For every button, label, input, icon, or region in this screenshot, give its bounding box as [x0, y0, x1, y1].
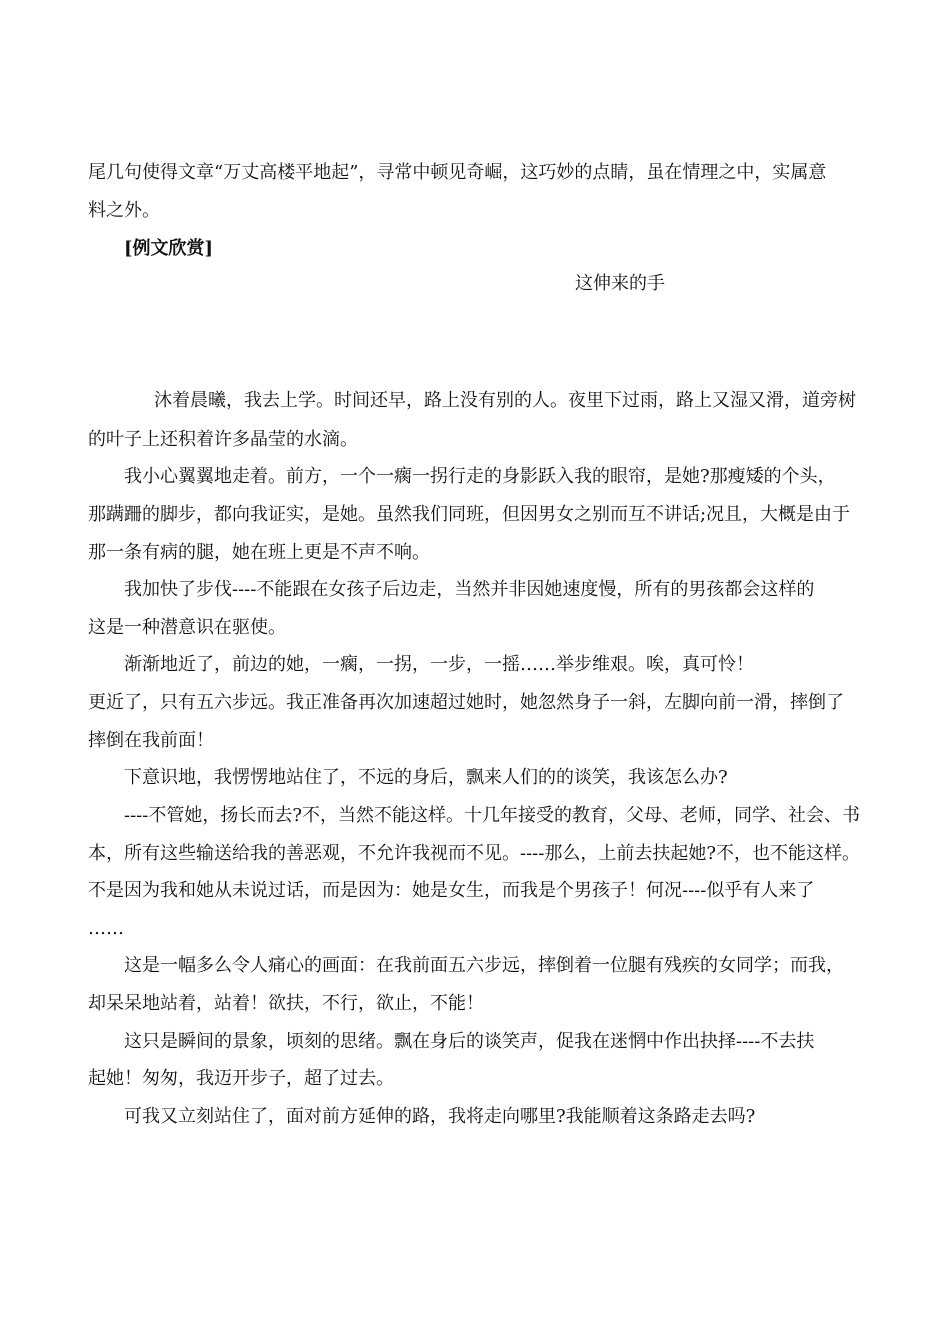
- essay-line: 却呆呆地站着，站着！欲扶，不行，欲止，不能！: [88, 993, 484, 1014]
- intro-line-2: 料之外。: [88, 200, 160, 221]
- essay-line: 那蹒跚的脚步，都向我证实，是她。虽然我们同班，但因男女之别而互不讲话;况且，大概是由于: [88, 504, 851, 525]
- essay-line: ----不管她，扬长而去?不，当然不能这样。十几年接受的教育，父母、老师，同学、社会、书: [124, 805, 860, 826]
- essay-line: 这是一幅多么令人痛心的画面：在我前面五六步远，摔倒着一位腿有残疾的女同学；而我，: [124, 955, 844, 976]
- essay-line: 这是一种潜意识在驱使。: [88, 617, 286, 638]
- essay-line: 沐着晨曦，我去上学。时间还早，路上没有别的人。夜里下过雨，路上又湿又滑，道旁树: [154, 390, 856, 411]
- intro-line-1: 尾几句使得文章“万丈高楼平地起”，寻常中顿见奇崛，这巧妙的点睛，虽在情理之中，实属意: [88, 162, 827, 183]
- essay-line: 本，所有这些输送给我的善恶观，不允许我视而不见。----那么，上前去扶起她?不，也不能这样。: [88, 843, 860, 864]
- section-label: [例文欣赏]: [124, 238, 214, 259]
- essay-line: 渐渐地近了，前边的她，一瘸，一拐，一步，一摇……举步维艰。唉，真可怜！: [124, 654, 754, 675]
- essay-title: 这伸来的手: [575, 273, 665, 294]
- essay-line: 的叶子上还积着许多晶莹的水滴。: [88, 429, 358, 450]
- essay-line: 可我又立刻站住了，面对前方延伸的路，我将走向哪里?我能顺着这条路走去吗?: [124, 1106, 756, 1127]
- essay-line: 我加快了步伐----不能跟在女孩子后边走，当然并非因她速度慢，所有的男孩都会这样的: [124, 579, 815, 600]
- essay-line: 更近了，只有五六步远。我正准备再次加速超过她时，她忽然身子一斜，左脚向前一滑，摔倒了: [88, 692, 844, 713]
- essay-line: 下意识地，我愣愣地站住了，不远的身后，飘来人们的的谈笑，我该怎么办?: [124, 767, 728, 788]
- essay-line: 我小心翼翼地走着。前方，一个一瘸一拐行走的身影跃入我的眼帘，是她?那瘦矮的个头，: [124, 466, 836, 487]
- essay-line: 摔倒在我前面！: [88, 730, 214, 751]
- essay-line: 那一条有病的腿，她在班上更是不声不响。: [88, 542, 430, 563]
- essay-line: ……: [88, 918, 124, 939]
- essay-line: 不是因为我和她从未说过话，而是因为：她是女生，而我是个男孩子！何况----似乎有人来了: [88, 880, 815, 901]
- essay-line: 起她！匆匆，我迈开步子，超了过去。: [88, 1068, 394, 1089]
- essay-line: 这只是瞬间的景象，顷刻的思绪。飘在身后的谈笑声，促我在迷惘中作出抉择----不去扶: [124, 1031, 815, 1052]
